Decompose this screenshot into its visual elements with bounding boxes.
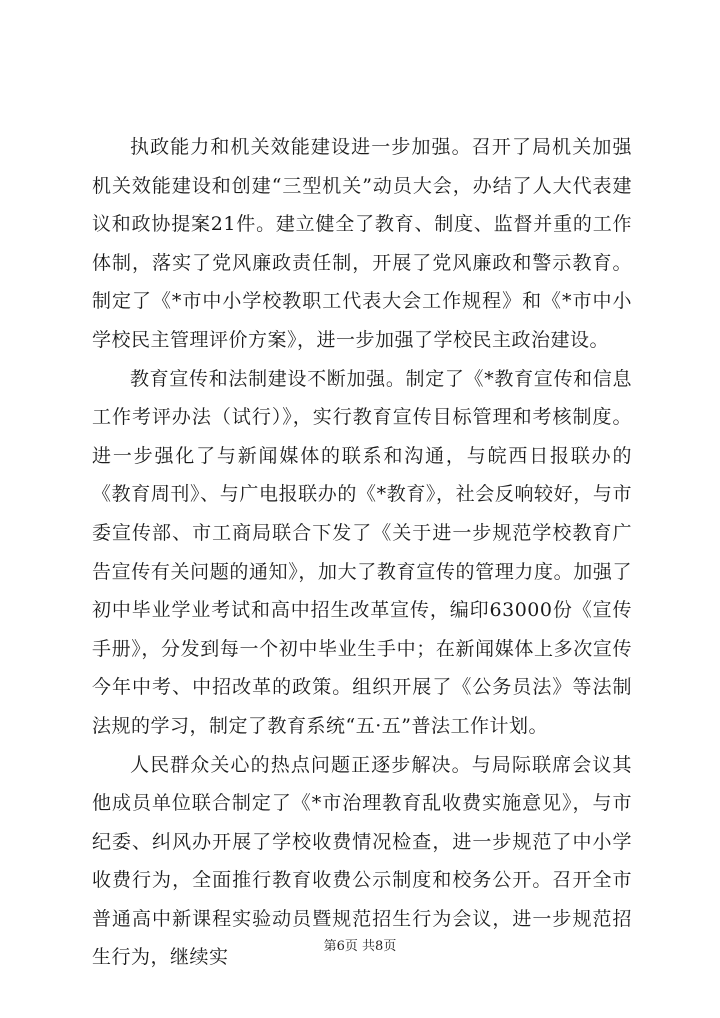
- paragraph-education-publicity-legal: 教育宣传和法制建设不断加强。制定了《*教育宣传和信息工作考评办法（试行）》，实行教育宣传目标管理和考核制度。进一步强化了与新闻媒体的联系和沟通，与皖西日报联办的《教育周刊》、与广电报联办的《*教育》，社会反响较好，与市委宣传部、市工商局联合下发了《关于进一步规范学校教育广告宣传有关问题的通知》，加大了教育宣传的管理力度。加强了初中毕业学业考试和高中招生改革宣传，编印63000份《宣传手册》，分发到每一个初中毕业生手中；在新闻媒体上多次宣传今年中考、中招改革的政策。组织开展了《公务员法》等法制法规的学习，制定了教育系统“五·五”普法工作计划。: [92, 367, 632, 737]
- page-number-footer: 第6页 共8页: [323, 939, 397, 954]
- paragraph-public-concerns: 人民群众关心的热点问题正逐步解决。与局际联席会议其他成员单位联合制定了《*市治理教育乱收费实施意见》，与市纪委、纠风办开展了学校收费情况检查，进一步规范了中小学收费行为，全面推行教育收费公示制度和校务公开。召开全市普通高中新课程实验动员暨规范招生行为会议，进一步规范招生行为，继续实: [92, 753, 632, 969]
- paragraph-efficiency-building: 执政能力和机关效能建设进一步加强。召开了局机关加强机关效能建设和创建“三型机关”动员大会，办结了人大代表建议和政协提案21件。建立健全了教育、制度、监督并重的工作体制，落实了党风廉政责任制，开展了党风廉政和警示教育。制定了《*市中小学校教职工代表大会工作规程》和《*市中小学校民主管理评价方案》，进一步加强了学校民主政治建设。: [92, 136, 632, 351]
- document-body: [92, 128, 632, 977]
